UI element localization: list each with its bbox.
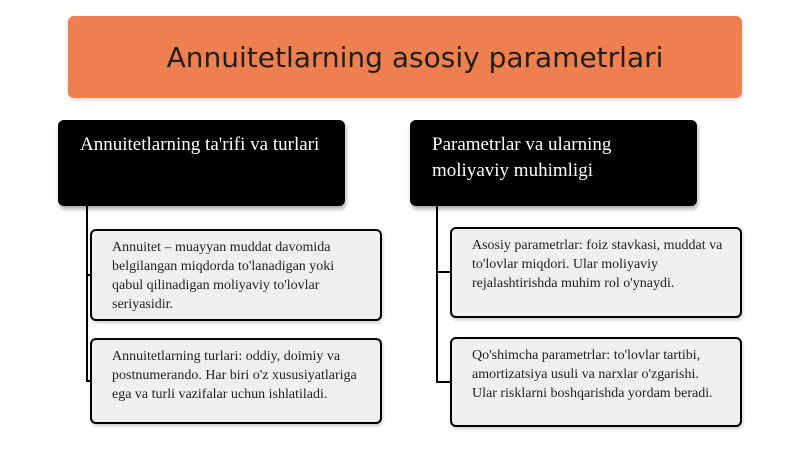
left-card-definition (90, 229, 382, 321)
right-connector-vertical (436, 206, 438, 382)
right-heading-text: Parametrlar va ularning moliyaviy muhimligi (432, 134, 612, 181)
card-text: Annuitet – muayyan muddat davomida belgilangan miqdorda to'lanadigan yoki qabul qilinadigan moliyaviy to'lovlar seriyasidir. (112, 240, 335, 312)
title-banner (68, 16, 742, 98)
card-text: Asosiy parametrlar: foiz stavkasi, muddat va to'lovlar miqdori. Ular moliyaviy rejalashtirishda muhim rol o'ynaydi. (472, 238, 723, 291)
card-text: Annuitetlarning turlari: oddiy, doimiy va postnumerando. Har biri o'z xususiyatlariga ega va turli vazifalar uchun ishlatiladi. (112, 349, 357, 402)
left-heading-text: Annuitetlarning ta'rifi va turlari (80, 134, 320, 155)
right-heading-box (410, 120, 697, 206)
right-connector-branch-1 (436, 271, 451, 273)
card-text: Qo'shimcha parametrlar: to'lovlar tartibi, amortizatsiya usuli va narxlar o'zgarishi. Ular risklarni boshqarishda yordam beradi. (472, 348, 713, 401)
left-card-types (90, 338, 382, 424)
right-connector-branch-2 (436, 381, 451, 383)
left-heading-box (58, 120, 345, 206)
right-card-main-parameters (450, 227, 742, 318)
right-card-additional-parameters (450, 337, 742, 427)
page-title: Annuitetlarning asosiy parametrlari (166, 40, 664, 74)
left-connector-vertical (86, 206, 88, 380)
